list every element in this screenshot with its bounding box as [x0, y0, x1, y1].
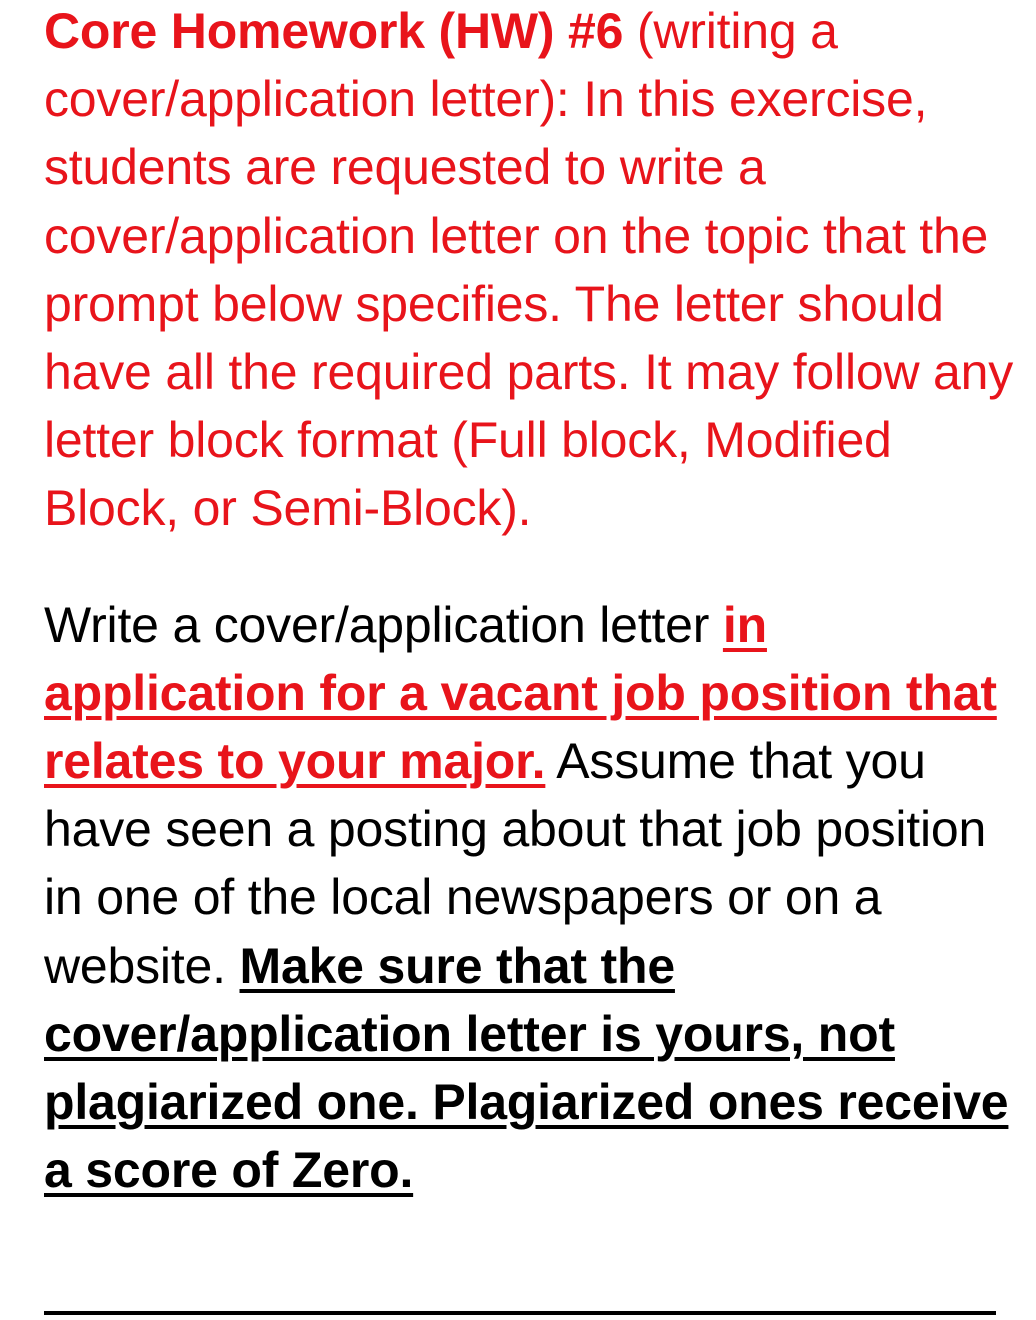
homework-title: Core Homework (HW) #6 [44, 3, 624, 59]
plagiarism-warning: Make sure that the cover/application letter is yours, not plagiarized one. Plagiarized ones receive a score of Zero. [44, 937, 1009, 1199]
prompt-emphasis: in application for a vacant job position that relates to your major. [44, 596, 997, 790]
intro-body: (writing a cover/application letter): In this exercise, students are requested to write a cover/application letter on the topic that the prompt below specifies. The letter should have all the required parts. It may follow any letter block format (Full block, Modified Block, or Semi-Block). [44, 3, 1014, 537]
intro-paragraph [44, 0, 1014, 543]
prompt-lead: Write a cover/application letter [44, 596, 723, 653]
prompt-middle: Assume that you have seen a posting about that job position in one of the local newspapers or on a website. [44, 733, 987, 994]
prompt-paragraph [44, 591, 1014, 1205]
bottom-divider [44, 1311, 996, 1315]
homework-instructions [44, 0, 1014, 1204]
